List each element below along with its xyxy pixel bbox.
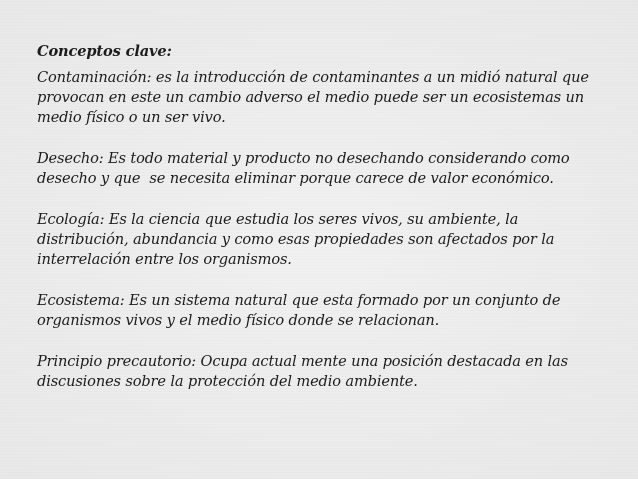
slide-heading: Conceptos clave: (37, 43, 172, 60)
text-line: provocan en este un cambio adverso el medio puede ser un ecosistemas un (37, 89, 584, 106)
definition-ecosistema (37, 291, 607, 331)
text-line: desecho y que se necesita eliminar porque carece de valor económico. (37, 170, 554, 187)
text-line: Ecología: Es la ciencia que estudia los seres vivos, su ambiente, la (37, 211, 519, 228)
definition-contaminacion (37, 68, 607, 128)
slide-content (37, 42, 607, 392)
text-line: interrelación entre los organismos. (37, 251, 292, 268)
text-line: medio físico o un ser vivo. (37, 109, 226, 126)
text-line: Desecho: Es todo material y producto no desechando considerando como (37, 150, 570, 167)
text-line: Principio precautorio: Ocupa actual mente una posición destacada en las (37, 353, 568, 370)
text-line: Ecosistema: Es un sistema natural que esta formado por un conjunto de (37, 292, 561, 309)
text-line: discusiones sobre la protección del medio ambiente. (37, 373, 418, 390)
definition-ecologia (37, 210, 607, 270)
text-line: Contaminación: es la introducción de contaminantes a un midió natural que (37, 69, 589, 86)
definition-desecho (37, 149, 607, 189)
text-line: organismos vivos y el medio físico donde se relacionan. (37, 312, 440, 329)
definition-principio-precautorio (37, 352, 607, 392)
text-line: distribución, abundancia y como esas propiedades son afectados por la (37, 231, 555, 248)
